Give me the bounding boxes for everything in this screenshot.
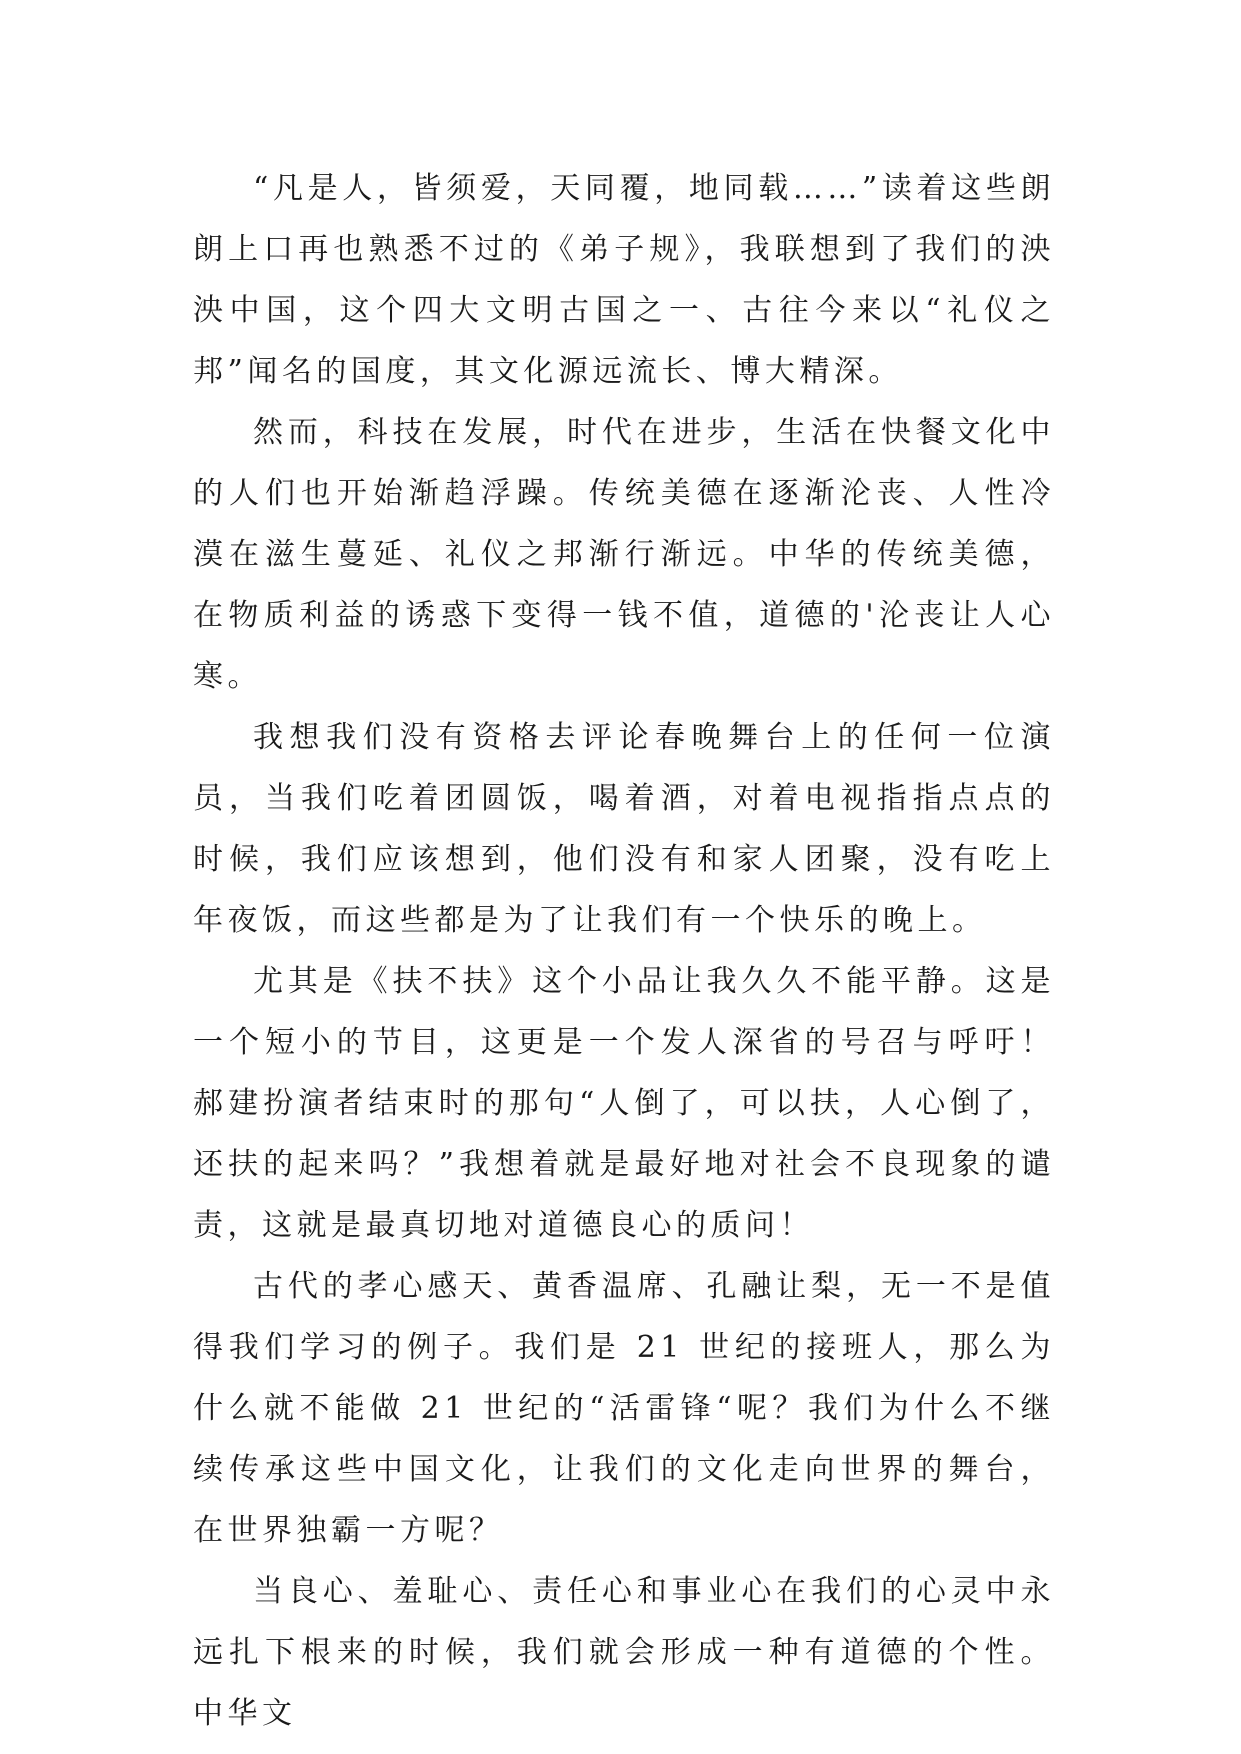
paragraph-2: 然而，科技在发展，时代在进步，生活在快餐文化中的人们也开始渐趋浮躁。传统美德在逐渐沦丧、人性冷漠在滋生蔓延、礼仪之邦渐行渐远。中华的传统美德，在物质利益的诱惑下变得一钱不值，道德的'沦丧让人心寒。 [193, 415, 1055, 694]
paragraph-4: 尤其是《扶不扶》这个小品让我久久不能平静。这是一个短小的节目，这更是一个发人深省的号召与呼吁！郝建扮演者结束时的那句“人倒了，可以扶，人心倒了，还扶的起来吗？”我想着就是最好地对社会不良现象的谴责，这就是最真切地对道德良心的质问！ [193, 964, 1055, 1243]
paragraph-1: “凡是人，皆须爱，天同覆，地同载……”读着这些朗朗上口再也熟悉不过的《弟子规》，我联想到了我们的泱泱中国，这个四大文明古国之一、古往今来以“礼仪之邦”闻名的国度，其文化源远流长、博大精深。 [193, 171, 1055, 389]
document-body [193, 158, 1055, 1744]
paragraph-6: 当良心、羞耻心、责任心和事业心在我们的心灵中永远扎下根来的时候，我们就会形成一种有道德的个性。中华文 [193, 1574, 1055, 1731]
paragraph-5: 古代的孝心感天、黄香温席、孔融让梨，无一不是值得我们学习的例子。我们是 21 世纪的接班人，那么为什么就不能做 21 世纪的“活雷锋“呢？我们为什么不继续传承这些中国文化，让我们的文化走向世界的舞台，在世界独霸一方呢？ [193, 1269, 1055, 1548]
paragraph-3: 我想我们没有资格去评论春晚舞台上的任何一位演员，当我们吃着团圆饭，喝着酒，对着电视指指点点的时候，我们应该想到，他们没有和家人团聚，没有吃上年夜饭，而这些都是为了让我们有一个快乐的晚上。 [193, 720, 1055, 938]
